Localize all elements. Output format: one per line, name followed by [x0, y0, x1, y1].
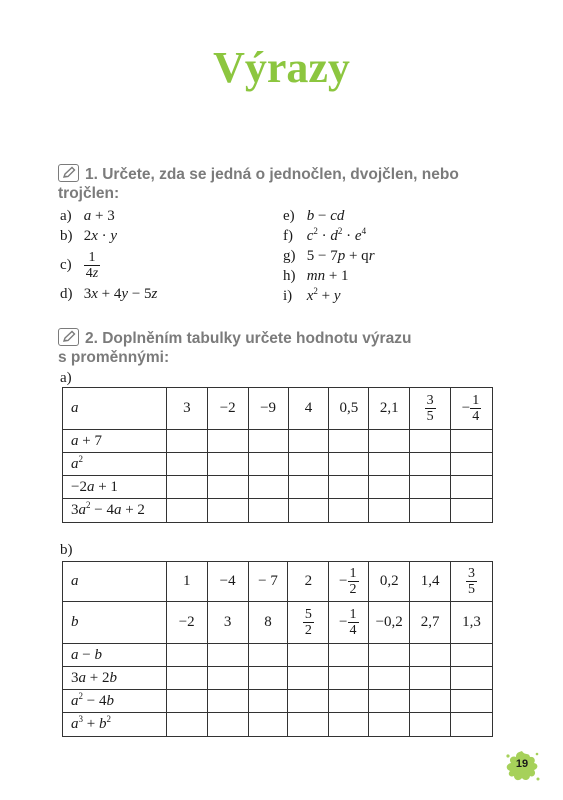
task1-heading-line1: 1. Určete, zda se jedná o jednočlen, dvojčlen, nebo	[85, 166, 459, 183]
list-item: f) $c^2 \cdot d^2 \cdot e^4$	[283, 226, 367, 244]
task2-heading	[58, 328, 411, 367]
task2-heading-line1: 2. Doplněním tabulky určete hodnotu výrazu	[85, 330, 412, 347]
table-row: b −2 3 8 $\frac{5}{2}$ − $\frac{1}{4}$ −0,2 2,7 1,3	[63, 602, 493, 644]
list-item: g) 5 − 7p + qr	[283, 248, 375, 264]
list-item: b) 2x · y	[60, 228, 118, 244]
pencil-icon	[58, 164, 79, 182]
list-item: i) $x^2 + y$	[283, 286, 341, 304]
table-b-label: b)	[60, 542, 73, 558]
task1-heading-line2: trojčlen:	[58, 185, 120, 202]
table-row: $a^2 - 4b$	[63, 690, 493, 713]
list-item: d) 3x + 4y − 5z	[60, 286, 158, 302]
page-title: Výrazy	[213, 43, 350, 92]
list-item: c) $\frac{1}{4z}$	[60, 250, 99, 282]
task2-heading-line2: s proměnnými:	[58, 349, 170, 366]
task1-heading	[58, 164, 459, 203]
list-item: a) a + 3	[60, 208, 115, 224]
table-row: $a^2$	[63, 453, 493, 476]
table-b	[62, 561, 493, 737]
task1-column-right	[283, 206, 375, 306]
table-row: −2a + 1	[63, 476, 493, 499]
table-row: 3a + 2b	[63, 667, 493, 690]
list-item: e) b − cd	[283, 208, 345, 224]
page-number-badge	[503, 748, 541, 784]
list-item: h) mn + 1	[283, 268, 349, 284]
table-row: a − b	[63, 644, 493, 667]
table-a	[62, 387, 493, 523]
pencil-icon	[58, 328, 79, 346]
table-row: a 3 −2 −9 4 0,5 2,1 $\frac{3}{5}$ − $\frac{1}{4}$	[63, 388, 493, 430]
table-row: $3a^2 - 4a + 2$	[63, 499, 493, 523]
table-row: a + 7	[63, 430, 493, 453]
table-a-label: a)	[60, 370, 72, 386]
page-number: 19	[515, 758, 529, 770]
table-row: $a^3 + b^2$	[63, 713, 493, 737]
table-row: a 1 −4 − 7 2 − $\frac{1}{2}$ 0,2 1,4 $\frac{3}{5}$	[63, 562, 493, 602]
task1-column-left	[60, 206, 157, 304]
